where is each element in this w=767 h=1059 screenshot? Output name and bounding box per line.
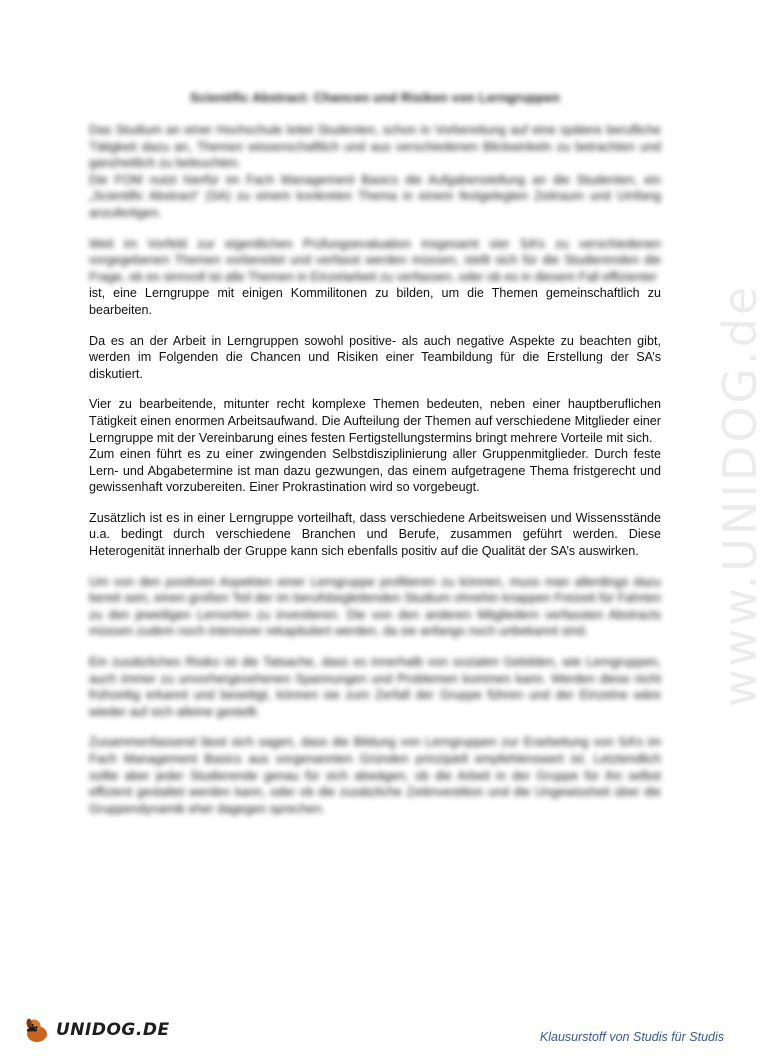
document-body <box>89 122 661 831</box>
advantages-paragraph <box>89 396 661 496</box>
document-title: Scientific Abstract: Chancen und Risiken von Lerngruppen <box>190 90 560 105</box>
costs-paragraph: Um von den positiven Aspekten einer Lerngruppe profitieren zu können, muss man allerdings dazu bereit sein, einen großen Teil der im berufsbegleitenden Studium ohnehin knappen Freizeit für Fahrten zu den jeweiligen Lernorten zu investieren. Die von den anderen Mitgliedern verfassten Abstracts müssen zudem noch intensiver rekapituliert werden, da sie anfangs noch unbekannt sind. <box>89 574 661 639</box>
intro-line-2: Die FOM nutzt hierfür im Fach Management Basics die Aufgabenstellung an die Studenten, ein „Scientific Abstract“ (SA) zu einem konkreten Thema in einem festgelegten Zeitraum und Umfang anzufertigen. <box>89 172 661 220</box>
heterogeneity-paragraph: Zusätzlich ist es in einer Lerngruppe vorteilhaft, dass verschiedene Arbeitsweisen und Wissensstände u.a. bedingt durch verschiedene Branchen und Berufe, zusammen geführt werden. Diese Heterogenität innerhalb der Gruppe kann sich ebenfalls positiv auf die Qualität der SA’s auswirken. <box>89 510 661 559</box>
intro-line-1: Das Studium an einer Hochschule leitet Studenten, schon in Vorbereitung auf eine spätere berufliche Tätigkeit dazu an, Themen wissenschaftlich und aus verschiedenen Blickwinkeln zu betrachten und ganzheitlich zu beleuchten. <box>89 123 661 171</box>
advantages-part-1: Vier zu bearbeitende, mitunter recht komplexe Themen bedeuten, neben einer hauptberuflichen Tätigkeit einen enormen Arbeitsaufwand. Die Aufteilung der Themen auf verschiedene Mitglieder einer Lerngruppe mit der Vereinbarung eines festen Fertigstellungstermins bringt mehrere Vorteile mit sich. <box>89 397 661 445</box>
footer-tagline: Klausurstoff von Studis für Studis <box>539 1030 724 1044</box>
motivation-blurred: Weil im Vorfeld zur eigentlichen Prüfungsevaluation insgesamt vier SA’s zu verschiedenen vorgegebenen Themen vorbereitet und verfasst werden müssen, stellt sich für die Studierenden die Frage, ob es sinnvoll ist alle Themen in Einzelarbeit zu verfassen, oder ob es in diesem Fall effizienter <box>89 236 661 284</box>
conclusion-paragraph: Zusammenfassend lässt sich sagen, dass die Bildung von Lerngruppen zur Erarbeitung von SA’s im Fach Management Basics aus vorgenannten Gründen prinzipiell empfehlenswert ist. Letztendlich sollte aber jeder Studierende genau für sich abwägen, ob die Arbeit in der Gruppe für ihn selbst effizient gestaltet werden kann, oder ob die zusätzliche Zeitinvestition und die Ungewissheit über die Gruppendynamik eher dagegen sprechen. <box>89 735 661 816</box>
motivation-clear: ist, eine Lerngruppe mit einigen Kommilitonen zu bilden, um die Themen gemeinschaftlich zu bearbeiten. <box>89 286 661 317</box>
advantages-part-2: Zum einen führt es zu einer zwingenden Selbstdisziplinierung aller Gruppenmitglieder. Durch feste Lern- und Abgabetermine ist man dazu gezwungen, das einem aufgetragene Thema fristgerecht und gewissenhaft vorzubereiten. Einer Prokrastination wird so vorgebeugt. <box>89 447 661 495</box>
intro-paragraph <box>89 122 661 222</box>
risk-paragraph: Ein zusätzliches Risiko ist die Tatsache, dass es innerhalb von sozialen Gebilden, wie Lerngruppen, auch immer zu unvorhergesehenen Spannungen und Problemen kommen kann. Werden diese nicht frühzeitig erkannt und beseitigt, können sie zum Zerfall der Gruppe führen und der Einzelne wäre wieder auf sich alleine gestellt. <box>89 655 661 719</box>
unidog-logo <box>22 1013 170 1047</box>
logo-text: UNIDOG.DE <box>56 1020 170 1040</box>
motivation-paragraph <box>89 236 661 319</box>
watermark: www.UNIDOG.de <box>713 283 767 707</box>
aspects-paragraph: Da es an der Arbeit in Lerngruppen sowohl positive- als auch negative Aspekte zu beachten gibt, werden im Folgenden die Chancen und Risiken einer Teambildung für die Erstellung der SA’s diskutiert. <box>89 333 661 381</box>
dog-icon <box>22 1015 52 1045</box>
